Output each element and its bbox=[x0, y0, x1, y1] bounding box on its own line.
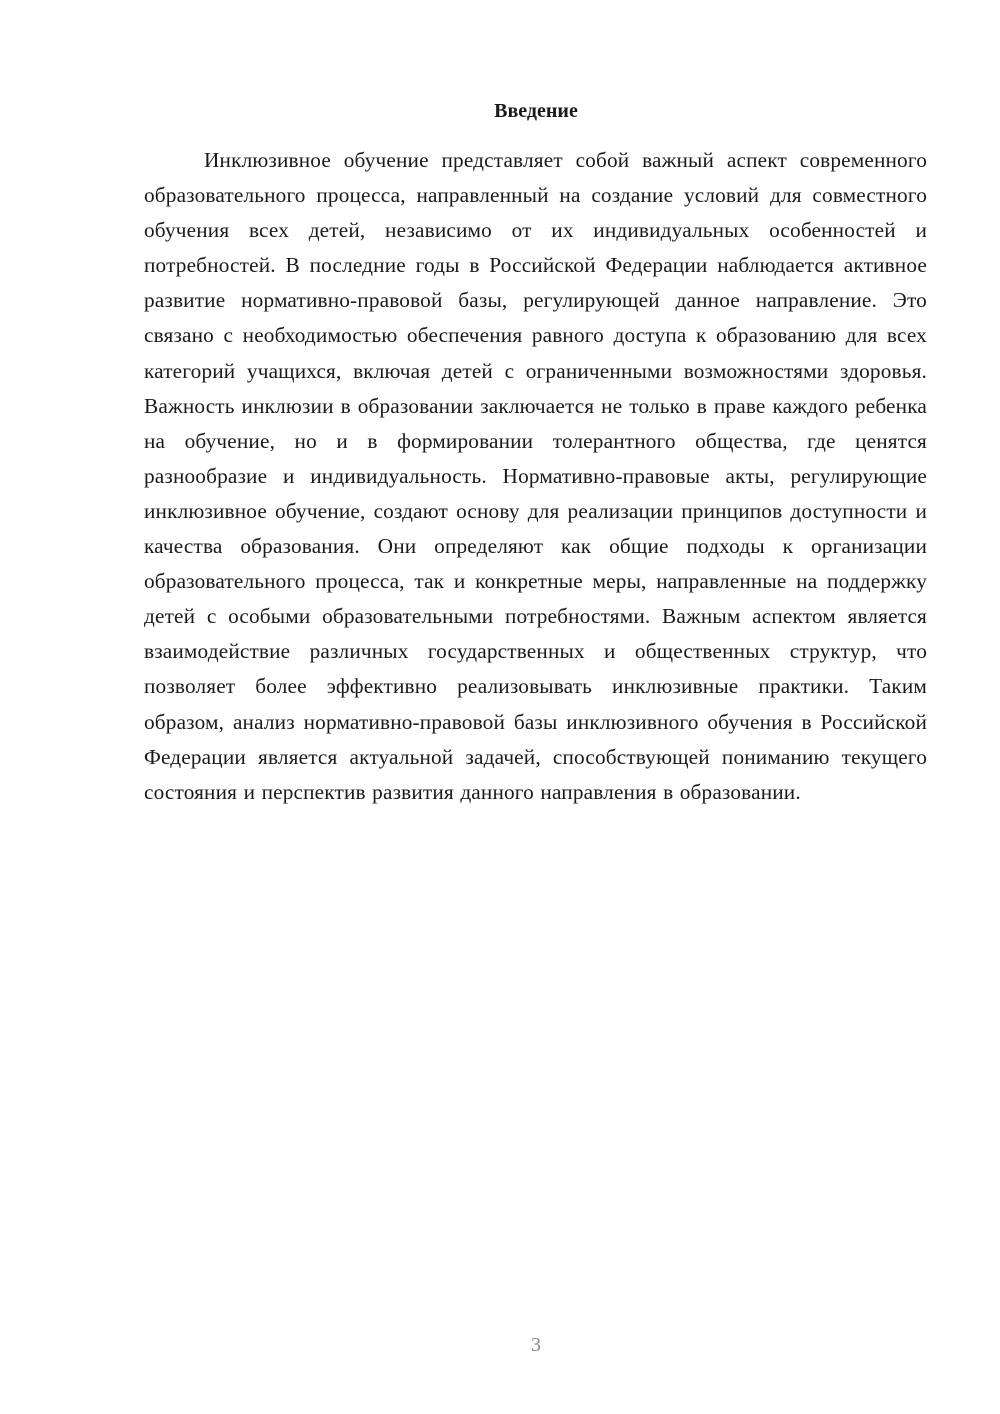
body-paragraph: Инклюзивное обучение представляет собой важный аспект современного образовательного процесса, направленный на создание условий для совместного обучения всех детей, независимо от их индивидуальных особенностей и потребностей. В последние годы в Российской Федерации наблюдается активное развитие нормативно-правовой базы, регулирующей данное направление. Это связано с необходимостью обеспечения равного доступа к образованию для всех категорий учащихся, включая детей с ограниченными возможностями здоровья. Важность инклюзии в образовании заключается не только в праве каждого ребенка на обучение, но и в формировании толерантного общества, где ценятся разнообразие и индивидуальность. Нормативно-правовые акты, регулирующие инклюзивное обучение, создают основу для реализации принципов доступности и качества образования. Они определяют как общие подходы к организации образовательного процесса, так и конкретные меры, направленные на поддержку детей с особыми образовательными потребностями. Важным аспектом является взаимодействие различных государственных и общественных структур, что позволяет более эффективно реализовывать инклюзивные практики. Таким образом, анализ нормативно-правовой базы инклюзивного обучения в Российской Федерации является актуальной задачей, способствующей пониманию текущего состояния и перспектив развития данного направления в образовании. bbox=[144, 148, 927, 804]
page-title: Введение bbox=[494, 100, 578, 122]
title-container bbox=[0, 98, 1000, 124]
page-number-container bbox=[0, 1334, 1000, 1357]
page-number: 3 bbox=[531, 1334, 541, 1356]
